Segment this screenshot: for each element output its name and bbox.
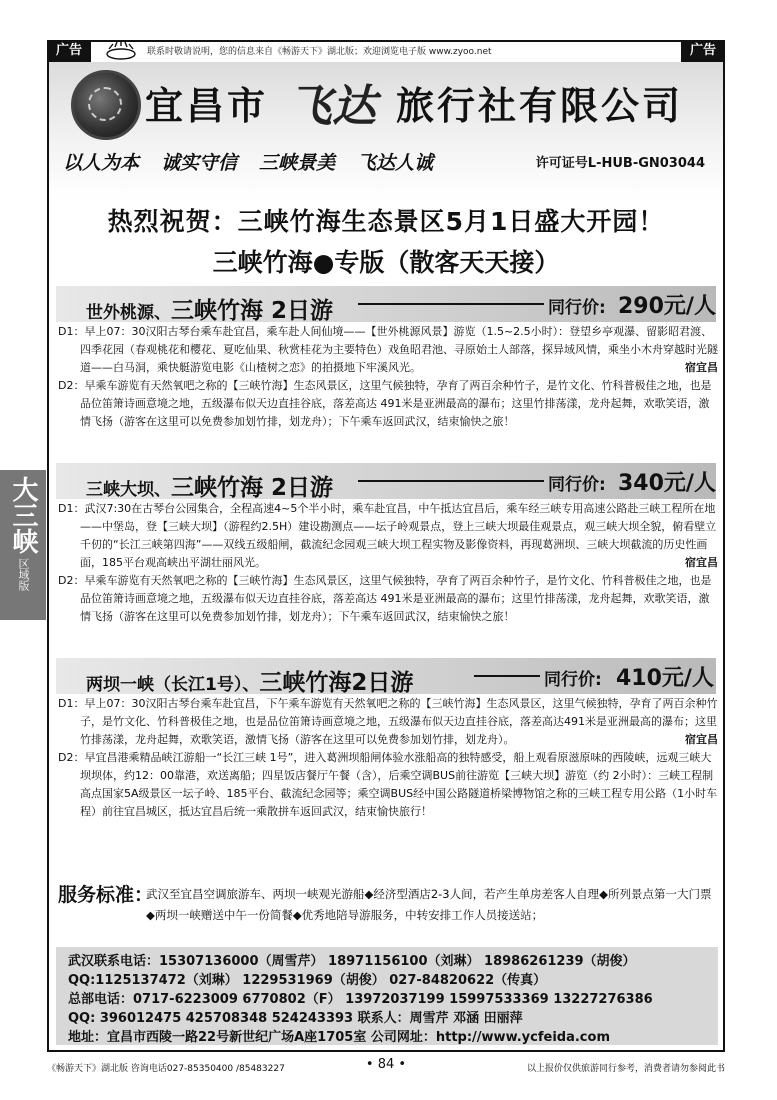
route-price: 340元/人 bbox=[618, 471, 716, 496]
route-bar-3 bbox=[56, 658, 716, 694]
company-suffix: 旅行社有限公司 bbox=[396, 83, 684, 128]
route-peer-label: 同行价: bbox=[548, 475, 606, 495]
slogans bbox=[63, 148, 433, 175]
region-side-tab bbox=[0, 470, 46, 620]
ad-tag-right: 广告 bbox=[681, 40, 725, 62]
itinerary-day: D1：早上07：30汉阳古琴台乘车赴宜昌，下午乘车游览有天然氧吧之称的【三峡竹海】生态风景区，这里气候独特，孕育了两百余种竹子，是竹文化、竹科普极佳之地，也是品位笛箫诗画意境之地，五级瀑布似天边直挂谷底，落差高达491米是亚洲最高的瀑布；这里竹排荡漾，龙舟起舞，欢歌笑语，激情飞扬（游客在这里可以免费参加划竹排，划龙舟）。 宿宜昌 bbox=[58, 697, 718, 746]
route-itinerary-1 bbox=[58, 323, 718, 431]
slogan: 诚实守信 bbox=[161, 152, 238, 174]
company-emblem-icon bbox=[71, 70, 141, 140]
top-strip bbox=[47, 40, 725, 62]
contact-row: QQ: 396012475 425708348 524243393 联系人：周雪芹 邓涵 田丽萍 bbox=[68, 1011, 523, 1026]
route-price: 410元/人 bbox=[616, 666, 714, 691]
route-name: 两坝一峡（长江1号）、三峡竹海2日游 bbox=[86, 670, 414, 696]
contact-box bbox=[56, 947, 718, 1045]
footer-left: 《畅游天下》湖北版 咨询电话027-85350400 /85483227 bbox=[47, 1064, 285, 1074]
license-number: 许可证号L-HUB-GN03044 bbox=[535, 156, 705, 171]
route-itinerary-3 bbox=[58, 695, 718, 821]
slogan: 以人为本 bbox=[63, 152, 140, 174]
route-price: 290元/人 bbox=[618, 294, 716, 319]
company-brand: 飞达 bbox=[288, 81, 377, 132]
company-name bbox=[145, 72, 683, 132]
side-tab-subtitle: 区域版 bbox=[17, 558, 30, 591]
footer-right: 以上报价仅供旅游同行参考，消费者请勿参阅此书 bbox=[526, 1064, 725, 1074]
route-bar-2 bbox=[56, 463, 716, 499]
route-peer-label: 同行价: bbox=[548, 298, 606, 318]
route-bar-1 bbox=[56, 286, 716, 322]
contact-row: 武汉联系电话：15307136000（周雪芹） 18971156100（刘琳） 18986261239（胡俊） bbox=[68, 954, 636, 969]
company-header bbox=[49, 62, 723, 200]
page-footer bbox=[47, 1057, 725, 1077]
itinerary-day: D2：早宜昌港乘精品峡江游船一“长江三峡 1号”，进入葛洲坝船闸体验水涨船高的独特感受，船上观看原滋原味的西陵峡，远观三峡大坝坝体，约12：00靠港，欢送离船；四星饭店餐厅午餐（含），后乘空调BUS前往游览【三峡大坝】游览（约 2小时）：三峡工程制高点国家5A级景区一坛子岭、185平台、截流纪念园等；乘空调BUS经中国公路隧道桥梁博物馆之称的三峡工程专用公路（1小时车程）前往宜昌城区，抵达宜昌后统一乘散拼车返回武汉，结束愉快旅行！ bbox=[58, 751, 718, 818]
page-number: • 84 • bbox=[365, 1057, 407, 1072]
itinerary-day: D1：早上07：30汉阳古琴台乘车赴宜昌，乘车赴人间仙境——【世外桃源风景】游览（1.5~2.5小时）：登望乡亭观瀑、留影昭君渡、四季花园（春观桃花和樱花、夏吃仙果、秋赏桂花为主要特色）戏鱼昭君池、寻原始土人部落，探异域风情，乘坐小木舟穿越时光隧道——白马洞，乘快艇游览电影《山楂树之恋》的拍摄地下牢溪风光。 宿宜昌 bbox=[58, 325, 718, 374]
route-divider bbox=[474, 675, 540, 677]
route-peer-label: 同行价: bbox=[544, 670, 602, 690]
itinerary-day: D1：武汉7:30在古琴台公园集合，全程高速4~5个半小时，乘车赴宜昌，中午抵达宜昌后，乘车经三峡专用高速公路赴三峡工程所在地——中堡岛，登【三峡大坝】（游程约2.5H）建设勘测点——坛子岭观景点，登上三峡大坝最佳观景点，观三峡大坝全貌，俯看壁立千仞的“长江三峡第四海”——双线五级船闸，截流纪念园观三峡大坝工程实物及影像资料，再现葛洲坝、三峡大坝截流的历史性画面，185平台观高峡出平湖壮丽风光。 宿宜昌 bbox=[58, 502, 718, 569]
contact-row: 总部电话：0717-6223009 6770802（F） 13972037199 15997533369 13227276386 bbox=[68, 992, 653, 1007]
itinerary-day: D2：早乘车游览有天然氧吧之称的【三峡竹海】生态风景区，这里气候独特，孕育了两百余种竹子，是竹文化、竹科普极佳之地，也是品位笛箫诗画意境之地，五级瀑布似天边直挂谷底，落差高达 491米是亚洲最高的瀑布；这里竹排荡漾，龙舟起舞，欢歌笑语，激情飞扬（游客在这里可以免费参加划竹排，划龙舟）；下午乘车返回武汉，结束愉快之旅！ bbox=[58, 379, 712, 428]
route-name: 世外桃源、三峡竹海 2日游 bbox=[86, 298, 334, 324]
route-divider bbox=[358, 303, 544, 305]
company-prefix: 宜昌市 bbox=[145, 83, 269, 128]
slogan: 三峡景美 bbox=[259, 152, 336, 174]
magazine-logo-icon bbox=[101, 41, 141, 61]
ad-tag-left: 广告 bbox=[47, 40, 91, 62]
side-tab-title: 大三峡 bbox=[8, 476, 38, 554]
contact-row: QQ:1125137472（刘琳） 1229531969（胡俊） 027-84820622（传真） bbox=[68, 973, 547, 988]
service-text: 武汉至宜昌空调旅游车、两坝一峡观光游船◆经济型酒店2-3人间，若产生单房差客人自理◆所列景点第一大门票◆两坝一峡赠送中午一份简餐◆优秀地陪导游服务，中转安排工作人员接送站； bbox=[146, 887, 712, 922]
route-divider bbox=[358, 480, 544, 482]
contact-row: 地址：宜昌市西陵一路22号新世纪广场A座1705室 公司网址：http://www.ycfeida.com bbox=[68, 1030, 610, 1045]
service-label: 服务标准： bbox=[58, 884, 154, 906]
top-note: 联系时敬请说明，您的信息来自《畅游天下》湖北版；欢迎浏览电子版 www.zyoo.net bbox=[147, 47, 492, 57]
headline: 热烈祝贺：三峡竹海生态景区5月1日盛大开园！ bbox=[107, 207, 665, 236]
route-itinerary-2 bbox=[58, 500, 718, 626]
slogan: 飞达人诚 bbox=[357, 152, 434, 174]
route-name: 三峡大坝、三峡竹海 2日游 bbox=[86, 475, 334, 501]
subhead: 三峡竹海●专版（散客天天接） bbox=[212, 248, 560, 277]
itinerary-day: D2：早乘车游览有天然氧吧之称的【三峡竹海】生态风景区，这里气候独特，孕育了两百余种竹子，是竹文化、竹科普极佳之地，也是品位笛箫诗画意境之地，五级瀑布似天边直挂谷底，落差高达 491米是亚洲最高的瀑布；这里竹排荡漾，龙舟起舞，欢歌笑语，激情飞扬（游客在这里可以免费参加划竹排，划龙舟）；下午乘车返回武汉，结束愉快之旅！ bbox=[58, 574, 712, 623]
